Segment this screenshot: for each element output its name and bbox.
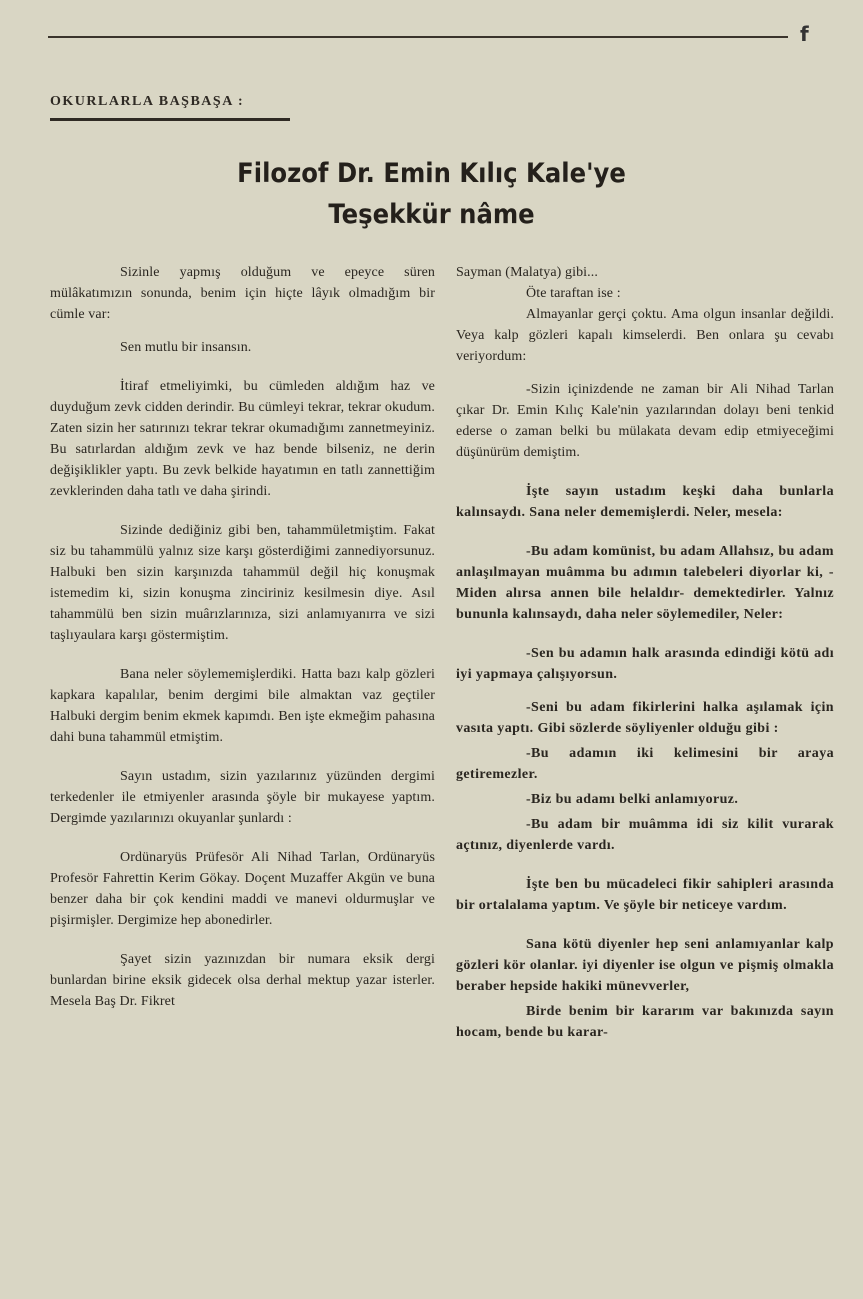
paragraph: Sayman (Malatya) gibi... — [456, 265, 598, 280]
article-title-line1: Filozof Dr. Emin Kılıç Kale'ye — [237, 158, 626, 189]
paragraph: İşte sayın ustadım keşki daha bunlarla kalınsaydı. Sana neler dememişlerdi. Neler, mesela: — [456, 484, 834, 520]
paragraph: Ordünaryüs Prüfesör Ali Nihad Tarlan, Ordünaryüs Profesör Fahrettin Kerim Gökay. Doçent Muzaffer Akgün ve buna benzer daha bir çok kendini maddi ve manevi oldurmuşlar ve pişirmişler. Dergimize hep abonedirler. — [50, 850, 435, 928]
paragraph: Bana neler söylememişlerdiki. Hatta bazı kalp gözleri kapkara kapalılar, benim dergimi bile almaktan vaz geçtiler Halbuki dergim benim ekmek kapımdı. Ben işte ekmeğim pahasına dahi buna tahammül etmiştim. — [50, 667, 435, 745]
paragraph: Almayanlar gerçi çoktu. Ama olgun insanlar değildi. Veya kalp gözleri kapalı kimselerdi. Ben onlara şu cevabı veriyordum: — [456, 307, 834, 364]
paragraph: Sizinle yapmış olduğum ve epeyce süren mülâkatımızın sonunda, benim için hiçte lâyık olmadığım bir cümle var: — [50, 265, 435, 322]
section-underline — [50, 118, 290, 121]
paragraph: Sana kötü diyenler hep seni anlamıyanlar kalp gözleri kör olanlar. iyi diyenler ise olgun ve pişmiş olmakla beraber hepside hakiki münevverler, — [456, 937, 834, 994]
paragraph: Sizinde dediğiniz gibi ben, tahammületmiştim. Fakat siz bu tahammülü yalnız size karşı gösterdiğimi zannediyorsunuz. Halbuki ben sizin karşınızda tahammül değil hiç konuşmak istemedim ki, sizin konuşma zinciriniz kesilmesin diye. Asıl tahammülü ben sizin muârızlarınıza, sizi anlamıyanırra ve sizi taşlıyaulara karşı göstermiştim. — [50, 523, 435, 643]
paragraph: -Bu adam bir muâmma idi siz kilit vurarak açtınız, diyenlerde vardı. — [456, 817, 834, 853]
top-rule — [48, 36, 788, 38]
paragraph: Sen mutlu bir insansın. — [120, 340, 252, 355]
paragraph: Şayet sizin yazınızdan bir numara eksik dergi bunlardan birine eksik gidecek olsa derhal mektup yazar isterler. Mesela Baş Dr. Fikret — [50, 952, 435, 1009]
paragraph: -Seni bu adam fikirlerini halka aşılamak için vasıta yaptı. Gibi sözlerde söyliyenler olduğu gibi : — [456, 700, 834, 736]
paragraph: -Bu adamın iki kelimesini bir araya getiremezler. — [456, 746, 834, 782]
paragraph: İşte ben bu mücadeleci fikir sahipleri arasında bir ortalalama yaptım. Ve şöyle bir neticeye vardım. — [456, 877, 834, 913]
paragraph: -Sen bu adamın halk arasında edindiği kötü adı iyi yapmaya çalışıyorsun. — [456, 646, 834, 682]
paragraph: Birde benim bir kararım var bakınızda sayın hocam, bende bu karar- — [456, 1004, 834, 1040]
section-label: OKURLARLA BAŞBAŞA : — [50, 94, 245, 109]
paragraph: -Biz bu adamı belki anlamıyoruz. — [526, 792, 739, 807]
paragraph: -Bu adam komünist, bu adam Allahsız, bu adam anlaşılmayan muâmma bu adımın talebeleri diyorlar ki, -Miden alırsa annen bile helaldır- demektedirler. Yalnız bununla kalınsaydı, daha neler söylemediler, Neler: — [456, 544, 834, 622]
article-title-line2: Teşekkür nâme — [328, 199, 535, 230]
paragraph: -Sizin içinizdende ne zaman bir Ali Nihad Tarlan çıkar Dr. Emin Kılıç Kale'nin yazılarından dolayı beni tenkid ederse o zaman belki bu mülakata devam edip etmiyeceğimi düşünürüm demiştim. — [456, 382, 834, 460]
paragraph: Sayın ustadım, sizin yazılarınız yüzünden dergimi terkedenler ile etmiyenler arasında şöyle bir mukayese yaptım. Dergimde yazılarınızı okuyanlar şunlardı : — [50, 769, 435, 826]
right-column — [456, 262, 834, 1055]
paragraph: Öte taraftan ise : — [526, 286, 621, 301]
left-column — [50, 262, 435, 1024]
page-number: f — [800, 22, 809, 46]
paragraph: İtiraf etmeliyimki, bu cümleden aldığım haz ve duyduğum zevk cidden derindir. Bu cümleyi tekrar, tekrar okudum. Zaten sizin her satırınızı tekrar tekrar okumadığımı zannetmeyiniz. Bu satırlardan aldığım zevk ve haz bende bilseniz, ne derin değişiklikler yaptı. Bu zevk belkide hayatımın en tatlı zannettiğim zevklerinden daha tatlı ve daha şirindi. — [50, 379, 435, 499]
